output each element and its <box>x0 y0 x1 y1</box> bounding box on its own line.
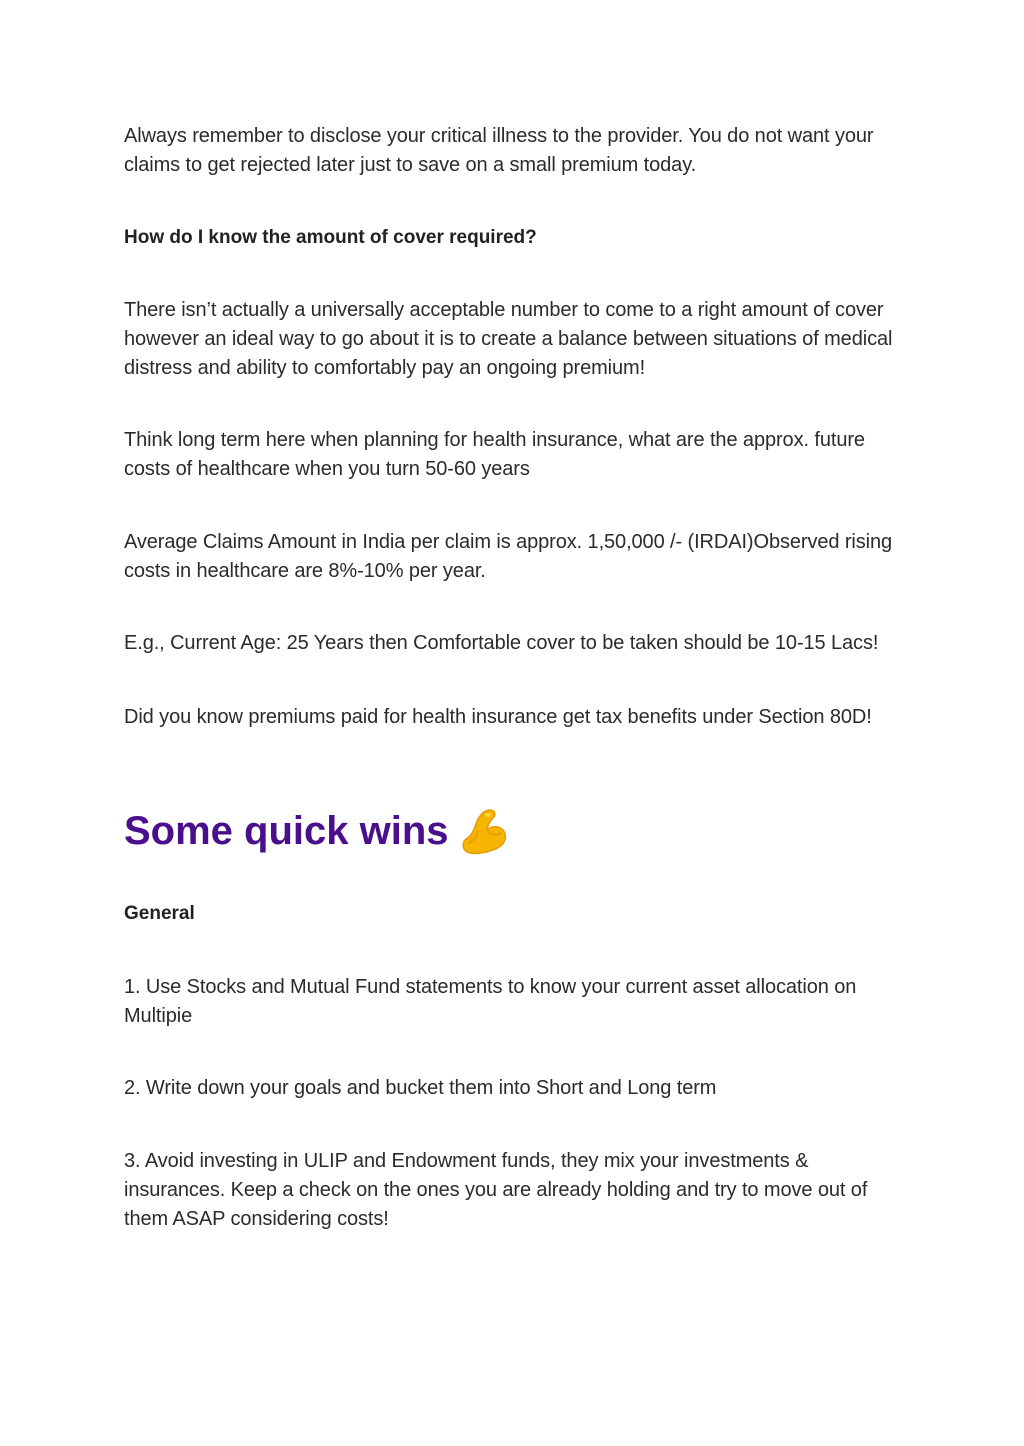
general-label: General <box>124 903 195 924</box>
paragraph-disclose-illness: Always remember to disclose your critical illness to the provider. You do not want your claims to get rejected later just to save on a small premium today. <box>124 125 874 176</box>
flexed-biceps-icon <box>459 806 509 856</box>
list-item: 2. Write down your goals and bucket them into Short and Long term <box>124 1077 717 1099</box>
paragraph-tax-benefit: Did you know premiums paid for health insurance get tax benefits under Section 80D! <box>124 706 872 728</box>
paragraph-average-claims: Average Claims Amount in India per claim is approx. 1,50,000 /- (IRDAI)Observed rising costs in healthcare are 8%-10% per year. <box>124 531 893 582</box>
list-item: 1. Use Stocks and Mutual Fund statements to know your current asset allocation on Multipie <box>124 976 857 1027</box>
paragraph-think-long-term: Think long term here when planning for health insurance, what are the approx. future costs of healthcare when you turn 50-60 years <box>124 429 865 480</box>
question-cover-amount: How do I know the amount of cover required? <box>124 227 537 248</box>
section-heading-quick-wins <box>124 803 509 859</box>
list-item: 3. Avoid investing in ULIP and Endowment funds, they mix your investments & insurances. Keep a check on the ones you are already holding and try to move out of them ASAP considering costs! <box>124 1150 868 1230</box>
quick-wins-heading-text: Some quick wins <box>124 809 449 853</box>
paragraph-no-universal-number: There isn’t actually a universally acceptable number to come to a right amount of cover however an ideal way to go about it is to create a balance between situations of medical distress and ability to comfortably pay an ongoing premium! <box>124 299 893 379</box>
paragraph-example: E.g., Current Age: 25 Years then Comfortable cover to be taken should be 10-15 Lacs! <box>124 632 879 654</box>
